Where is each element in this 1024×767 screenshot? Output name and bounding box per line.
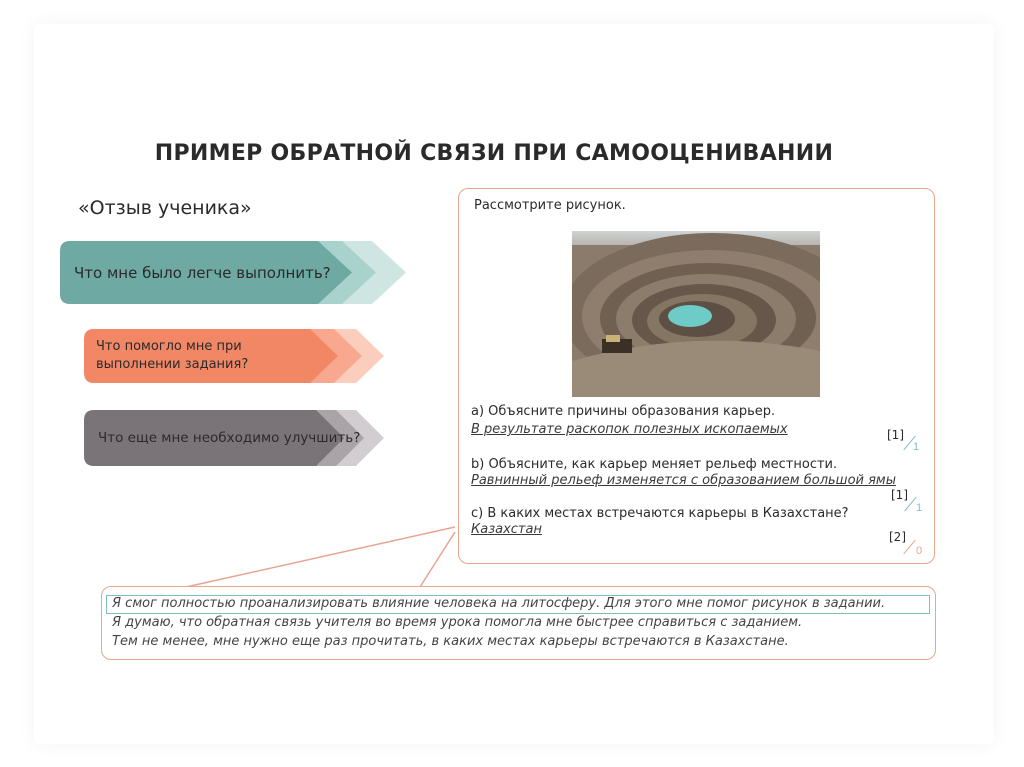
score-b: 1 bbox=[916, 502, 923, 514]
feedback-line-2: Я думаю, что обратная связь учителя во время урока помогла мне быстрее справиться с заданием. bbox=[112, 615, 803, 630]
marks-c: [2] bbox=[889, 530, 906, 544]
marks-b: [1] bbox=[891, 488, 908, 502]
feedback-line-3: Тем не менее, мне нужно еще раз прочитать, в каких местах карьеры встречаются в Казахстане. bbox=[112, 634, 789, 649]
arrow-label-line1: Что помогло мне при bbox=[96, 339, 242, 354]
task-intro: Рассмотрите рисунок. bbox=[474, 198, 626, 213]
arrow-label: Что мне было легче выполнить? bbox=[74, 263, 331, 282]
answer-b: Равнинный рельеф изменяется с образованием большой ямы bbox=[471, 473, 896, 488]
open-pit-mine-photo bbox=[572, 231, 820, 397]
arrow-label: Что еще мне необходимо улучшить? bbox=[98, 430, 361, 446]
arrow-label-line2: выполнении задания? bbox=[96, 357, 249, 372]
question-a: a) Объясните причины образования карьер. bbox=[471, 404, 776, 419]
student-review-heading: «Отзыв ученика» bbox=[78, 197, 252, 219]
question-b: b) Объясните, как карьер меняет рельеф местности. bbox=[471, 457, 838, 472]
feedback-line-1: Я смог полностью проанализировать влияние человека на литосферу. Для этого мне помог рисунок в задании. bbox=[112, 596, 886, 611]
answer-c: Казахстан bbox=[471, 522, 542, 537]
score-a: 1 bbox=[913, 441, 920, 453]
question-c: c) В каких местах встречаются карьеры в Казахстане? bbox=[471, 506, 849, 521]
marks-a: [1] bbox=[887, 428, 904, 442]
slide-title: ПРИМЕР ОБРАТНОЙ СВЯЗИ ПРИ САМООЦЕНИВАНИИ bbox=[154, 141, 834, 166]
answer-a: В результате раскопок полезных ископаемых bbox=[471, 422, 788, 437]
score-c: 0 bbox=[916, 545, 923, 557]
